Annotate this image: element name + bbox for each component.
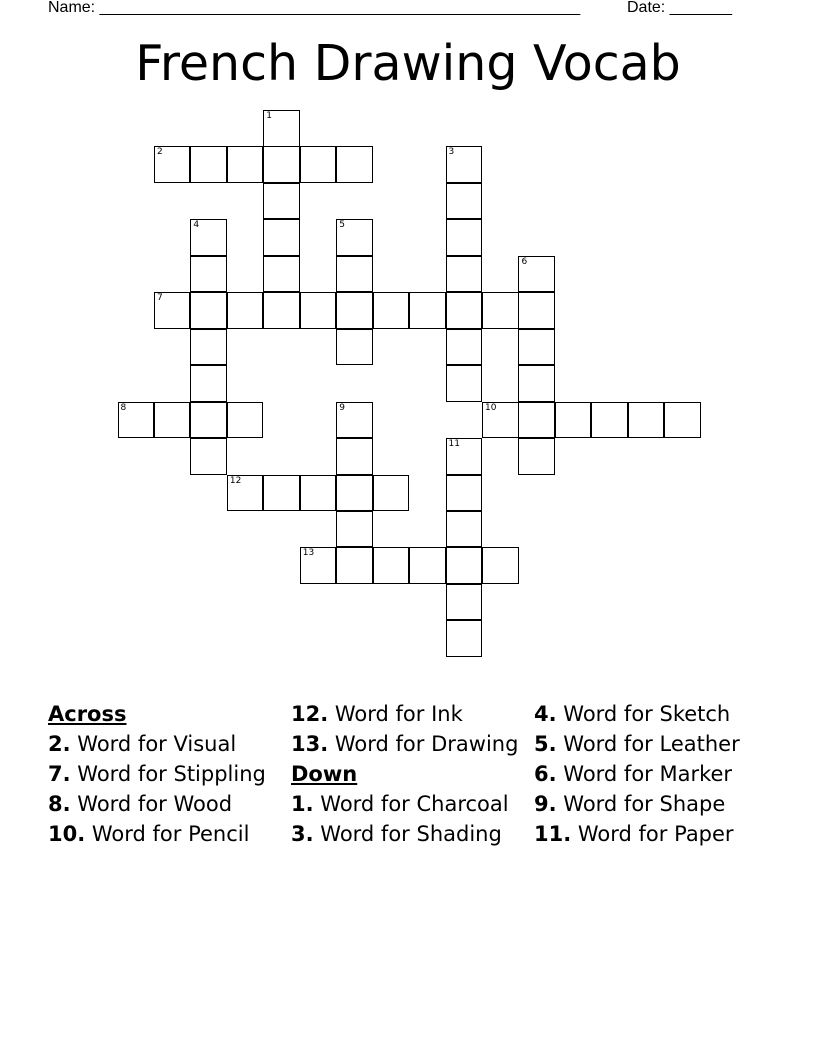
- crossword-cell[interactable]: [482, 292, 519, 329]
- crossword-cell[interactable]: [190, 219, 227, 256]
- down-clue: [534, 822, 774, 847]
- crossword-cell[interactable]: [518, 438, 555, 475]
- crossword-cell[interactable]: [190, 146, 227, 183]
- crossword-cell[interactable]: [446, 475, 483, 512]
- crossword-cell[interactable]: [446, 584, 483, 621]
- clue-number: 8.: [48, 792, 71, 816]
- crossword-cell[interactable]: [118, 402, 155, 439]
- clue-number-label: 6: [521, 256, 528, 267]
- clue-number: 10.: [48, 822, 86, 846]
- across-heading: Across: [48, 702, 127, 726]
- clue-number-label: 2: [156, 147, 163, 158]
- crossword-cell[interactable]: [300, 547, 337, 584]
- crossword-cell[interactable]: [446, 365, 483, 402]
- across-clue: [48, 732, 288, 757]
- crossword-cell[interactable]: [628, 402, 665, 439]
- crossword-cell[interactable]: [263, 219, 300, 256]
- page-title: French Drawing Vocab: [135, 35, 681, 92]
- crossword-cell[interactable]: [190, 438, 227, 475]
- down-clue: [534, 762, 774, 787]
- crossword-cell[interactable]: [446, 329, 483, 366]
- clues-column-1: [48, 702, 288, 852]
- crossword-cell[interactable]: [154, 146, 191, 183]
- clue-text: Word for Shape: [563, 792, 726, 816]
- clue-number-label: 9: [339, 402, 345, 413]
- clue-number: 1.: [291, 792, 314, 816]
- crossword-cell[interactable]: [336, 547, 373, 584]
- down-heading: Down: [291, 762, 358, 786]
- crossword-cell[interactable]: [446, 183, 483, 220]
- crossword-cell[interactable]: [336, 329, 373, 366]
- crossword-cell[interactable]: [446, 438, 483, 475]
- clue-number: 11.: [534, 822, 572, 846]
- clue-number: 9.: [534, 792, 557, 816]
- clue-number-label: 10: [485, 402, 497, 413]
- clue-number-label: 12: [229, 475, 242, 486]
- crossword-cell[interactable]: [154, 292, 191, 329]
- crossword-cell[interactable]: [190, 402, 227, 439]
- crossword-cell[interactable]: [300, 475, 337, 512]
- clue-number: 12.: [291, 702, 329, 726]
- clue-number-label: 11: [448, 439, 460, 450]
- clue-number-label: 3: [448, 147, 455, 158]
- crossword-cell[interactable]: [518, 402, 555, 439]
- crossword-cell[interactable]: [373, 292, 410, 329]
- clue-number-label: 7: [156, 293, 163, 304]
- crossword-cell[interactable]: [190, 292, 227, 329]
- crossword-cell[interactable]: [154, 402, 191, 439]
- crossword-cell[interactable]: [446, 547, 483, 584]
- clue-number: 5.: [534, 732, 557, 756]
- date-field-label: Date: _______: [627, 0, 732, 16]
- clue-text: Word for Wood: [77, 792, 233, 816]
- clue-number: 4.: [534, 702, 557, 726]
- crossword-cell[interactable]: [446, 256, 483, 293]
- crossword-cell[interactable]: [336, 475, 373, 512]
- crossword-cell[interactable]: [227, 146, 264, 183]
- across-clue: [48, 792, 288, 817]
- crossword-cell[interactable]: [336, 402, 373, 439]
- crossword-cell[interactable]: [227, 292, 264, 329]
- crossword-cell[interactable]: [336, 219, 373, 256]
- clue-text: Word for Ink: [334, 702, 463, 726]
- crossword-cell[interactable]: [336, 146, 373, 183]
- clue-number: 13.: [291, 732, 329, 756]
- clues-column-2: [291, 702, 531, 852]
- crossword-cell[interactable]: [190, 256, 227, 293]
- down-clue: [291, 792, 531, 817]
- clue-number-label: 8: [120, 402, 127, 413]
- crossword-cell[interactable]: [446, 146, 483, 183]
- crossword-cell[interactable]: [227, 475, 264, 512]
- across-clue: [291, 732, 531, 757]
- clues-column-3: [534, 702, 774, 852]
- crossword-cell[interactable]: [263, 146, 300, 183]
- crossword-cell[interactable]: [591, 402, 628, 439]
- down-clue: [534, 792, 774, 817]
- crossword-cell[interactable]: [336, 292, 373, 329]
- crossword-cell[interactable]: [409, 292, 446, 329]
- clue-number-label: 1: [266, 111, 273, 121]
- clue-text: Word for Leather: [563, 732, 740, 756]
- crossword-cell[interactable]: [300, 146, 337, 183]
- clue-text: Word for Charcoal: [320, 792, 509, 816]
- crossword-cell[interactable]: [190, 365, 227, 402]
- crossword-cell[interactable]: [555, 402, 592, 439]
- crossword-cell[interactable]: [409, 547, 446, 584]
- name-field-label: Name: ______________________________________________________: [48, 0, 581, 16]
- crossword-cell[interactable]: [373, 475, 410, 512]
- clue-text: Word for Marker: [563, 762, 733, 786]
- crossword-cell[interactable]: [263, 110, 300, 147]
- crossword-cell[interactable]: [518, 292, 555, 329]
- down-clue: [291, 822, 531, 847]
- crossword-cell[interactable]: [336, 256, 373, 293]
- clue-number: 7.: [48, 762, 71, 786]
- crossword-cell[interactable]: [300, 292, 337, 329]
- clue-number-label: 5: [339, 220, 345, 231]
- crossword-cell[interactable]: [446, 292, 483, 329]
- clue-text: Word for Shading: [320, 822, 502, 846]
- down-clue: [534, 702, 774, 727]
- clue-number: 2.: [48, 732, 71, 756]
- crossword-cell[interactable]: [336, 511, 373, 548]
- crossword-cell[interactable]: [482, 547, 519, 584]
- clue-text: Word for Pencil: [91, 822, 250, 846]
- crossword-cell[interactable]: [373, 547, 410, 584]
- clue-number: 3.: [291, 822, 314, 846]
- clue-text: Word for Drawing: [334, 732, 519, 756]
- clue-number-label: 13: [302, 548, 315, 559]
- crossword-cell[interactable]: [446, 620, 483, 657]
- crossword-cell[interactable]: [482, 402, 519, 439]
- crossword-cell[interactable]: [518, 365, 555, 402]
- crossword-cell[interactable]: [263, 475, 300, 512]
- crossword-cell[interactable]: [227, 402, 264, 439]
- clue-number-label: 4: [193, 220, 200, 231]
- clue-number: 6.: [534, 762, 557, 786]
- crossword-cell[interactable]: [263, 183, 300, 220]
- clue-text: Word for Visual: [77, 732, 237, 756]
- crossword-cell[interactable]: [336, 438, 373, 475]
- across-clue: [48, 822, 288, 847]
- crossword-cell[interactable]: [518, 256, 555, 293]
- clue-text: Word for Sketch: [563, 702, 731, 726]
- across-clue: [48, 762, 288, 787]
- crossword-cell[interactable]: [190, 329, 227, 366]
- clue-text: Word for Paper: [577, 822, 734, 846]
- clue-text: Word for Stippling: [77, 762, 266, 786]
- down-clue: [534, 732, 774, 757]
- crossword-cell[interactable]: [664, 402, 701, 439]
- crossword-cell[interactable]: [263, 256, 300, 293]
- crossword-cell[interactable]: [446, 219, 483, 256]
- crossword-cell[interactable]: [446, 511, 483, 548]
- across-clue: [291, 702, 531, 727]
- crossword-cell[interactable]: [263, 292, 300, 329]
- crossword-cell[interactable]: [518, 329, 555, 366]
